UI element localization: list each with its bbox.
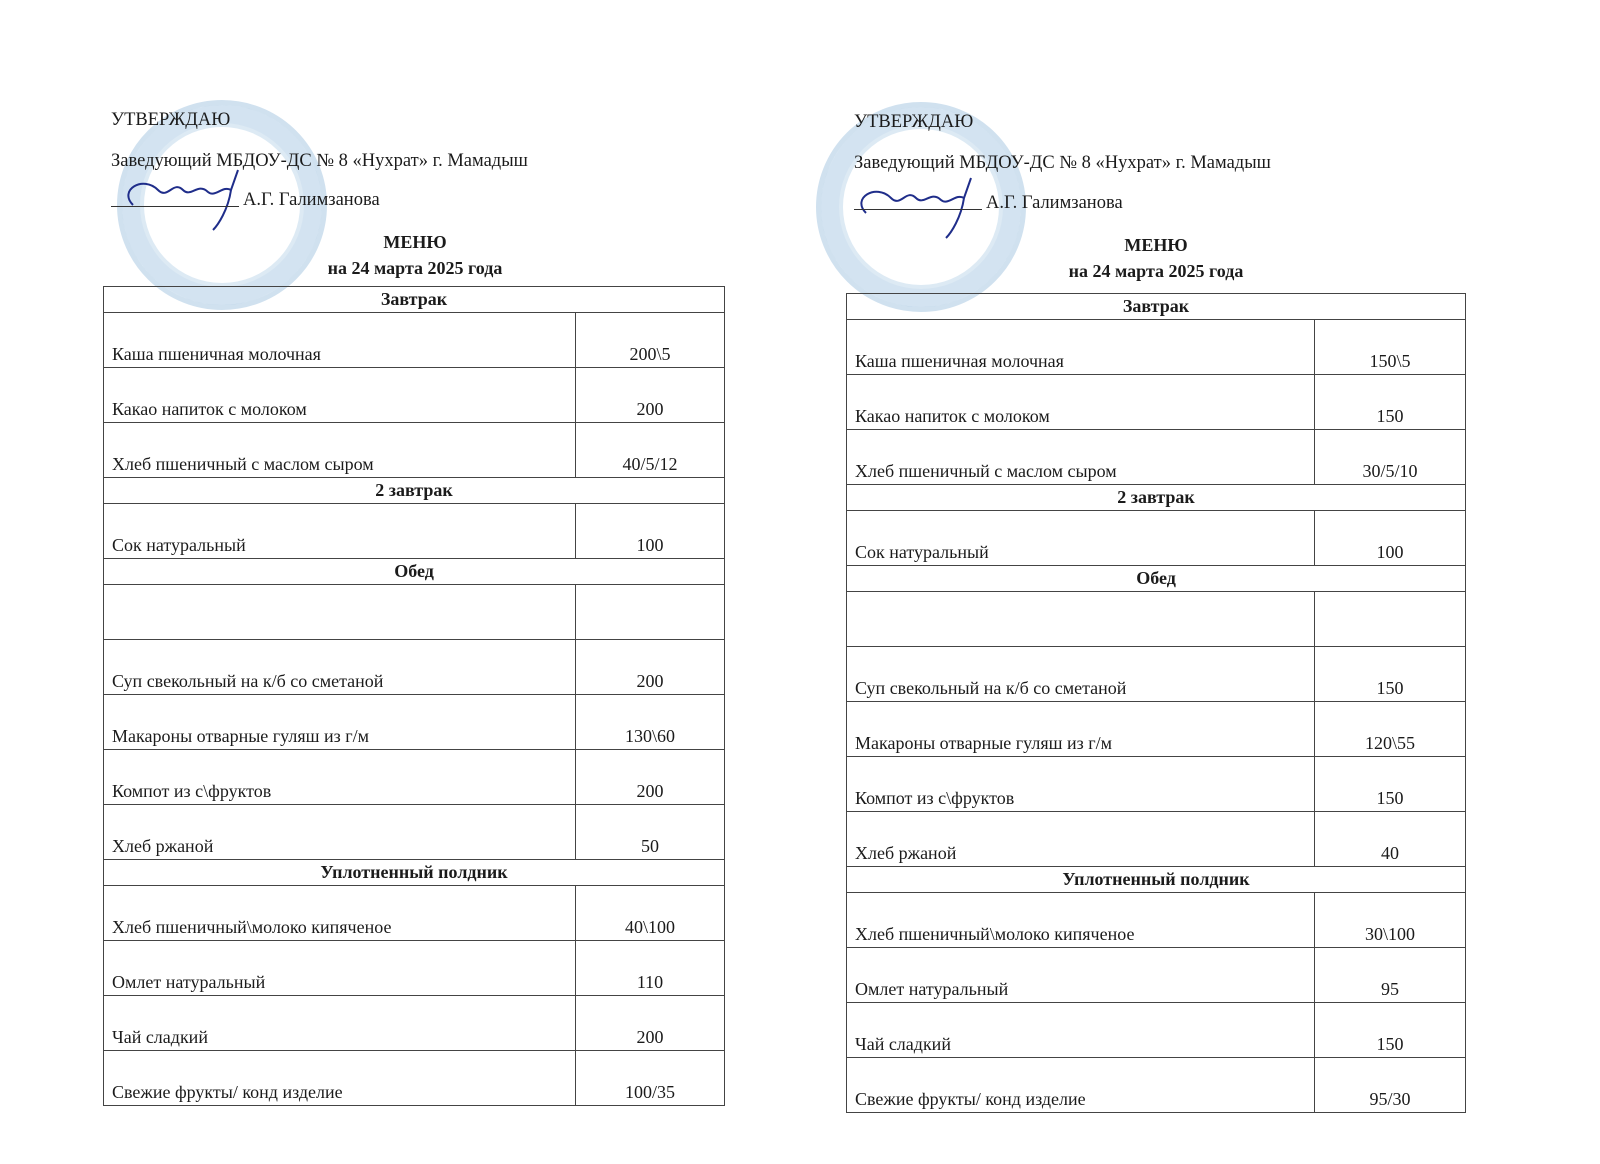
dish-portion: 200 [576,640,725,695]
dish-portion: 150 [1315,1003,1466,1058]
dish-name: Хлеб ржаной [847,812,1315,867]
dish-name: Омлет натуральный [104,941,576,996]
dish-portion: 110 [576,941,725,996]
dish-name: Свежие фрукты/ конд изделие [847,1058,1315,1113]
dish-name: Хлеб пшеничный с маслом сыром [104,423,576,478]
dish-portion: 150 [1315,757,1466,812]
table-row [104,750,725,805]
table-row [104,695,725,750]
section-row [104,478,725,504]
head-signature-line [111,190,380,211]
menu-sheet-right [846,0,1526,1164]
dish-name: Макароны отварные гуляш из г/м [104,695,576,750]
head-signature-line [854,193,1123,214]
dish-portion: 95/30 [1315,1058,1466,1113]
dish-portion: 100 [1315,511,1466,566]
table-row [847,320,1466,375]
menu-date: на 24 марта 2025 года [327,258,503,278]
table-row [104,886,725,941]
section-breakfast2: 2 завтрак [847,485,1466,511]
dish-name: Компот из с\фруктов [104,750,576,805]
dish-portion: 200\5 [576,313,725,368]
dish-portion: 40 [1315,812,1466,867]
menu-title: МЕНЮ [383,232,447,252]
table-row [847,702,1466,757]
dish-portion: 50 [576,805,725,860]
table-row [847,948,1466,1003]
table-row [104,313,725,368]
dish-portion: 100/35 [576,1051,725,1106]
dish-name: Хлеб ржаной [104,805,576,860]
dish-name: Суп свекольный на к/б со сметаной [104,640,576,695]
head-position: Заведующий МБДОУ-ДС № 8 «Нухрат» г. Мамадыш [854,153,1271,173]
table-row [104,585,725,640]
menu-sheet-left [103,0,783,1164]
dish-name: Макароны отварные гуляш из г/м [847,702,1315,757]
dish-name: Каша пшеничная молочная [104,313,576,368]
dish-portion [1315,592,1466,647]
table-row [104,504,725,559]
dish-name: Суп свекольный на к/б со сметаной [847,647,1315,702]
section-row [847,566,1466,592]
table-row [104,1051,725,1106]
dish-name: Какао напиток с молоком [847,375,1315,430]
menu-table [846,293,1466,1113]
dish-portion: 150\5 [1315,320,1466,375]
section-breakfast: Завтрак [104,287,725,313]
dish-name: Сок натуральный [847,511,1315,566]
table-row [847,1058,1466,1113]
dish-name: Омлет натуральный [847,948,1315,1003]
dish-name: Компот из с\фруктов [847,757,1315,812]
dish-name: Чай сладкий [847,1003,1315,1058]
section-row [847,867,1466,893]
head-name: А.Г. Галимзанова [986,193,1123,213]
section-row [104,287,725,313]
dish-portion: 40/5/12 [576,423,725,478]
table-row [847,757,1466,812]
dish-portion: 120\55 [1315,702,1466,757]
table-row [847,1003,1466,1058]
dish-name: Каша пшеничная молочная [847,320,1315,375]
menu-title-block [846,232,1466,284]
dish-portion: 100 [576,504,725,559]
head-name: А.Г. Галимзанова [243,190,380,210]
dish-portion: 30/5/10 [1315,430,1466,485]
menu-date: на 24 марта 2025 года [1068,261,1244,281]
dish-portion: 150 [1315,647,1466,702]
table-row [847,592,1466,647]
dish-portion: 150 [1315,375,1466,430]
section-lunch: Обед [104,559,725,585]
table-row [847,430,1466,485]
dish-portion: 95 [1315,948,1466,1003]
head-position: Заведующий МБДОУ-ДС № 8 «Нухрат» г. Мамадыш [111,151,528,171]
section-row [104,559,725,585]
dish-name: Свежие фрукты/ конд изделие [104,1051,576,1106]
section-row [847,485,1466,511]
table-row [847,375,1466,430]
dish-portion: 200 [576,750,725,805]
section-breakfast: Завтрак [847,294,1466,320]
table-row [104,941,725,996]
dish-portion: 130\60 [576,695,725,750]
table-row [104,996,725,1051]
approve-label: УТВЕРЖДАЮ [111,110,231,130]
table-row [104,368,725,423]
dish-portion: 200 [576,368,725,423]
table-row [104,423,725,478]
menu-title-block [103,229,727,281]
table-row [847,647,1466,702]
section-lunch: Обед [847,566,1466,592]
dish-name [104,585,576,640]
table-row [847,511,1466,566]
dish-portion: 30\100 [1315,893,1466,948]
dish-portion [576,585,725,640]
dish-portion: 200 [576,996,725,1051]
dish-name: Хлеб пшеничный\молоко кипяченое [104,886,576,941]
table-row [104,805,725,860]
table-row [847,812,1466,867]
menu-title: МЕНЮ [1124,235,1188,255]
table-row [847,893,1466,948]
section-row [104,860,725,886]
dish-name: Сок натуральный [104,504,576,559]
menu-table [103,286,725,1106]
section-row [847,294,1466,320]
table-row [104,640,725,695]
dish-name: Хлеб пшеничный\молоко кипяченое [847,893,1315,948]
approve-label: УТВЕРЖДАЮ [854,112,974,132]
dish-name: Какао напиток с молоком [104,368,576,423]
section-snack: Уплотненный полдник [847,867,1466,893]
dish-name: Хлеб пшеничный с маслом сыром [847,430,1315,485]
dish-name: Чай сладкий [104,996,576,1051]
dish-portion: 40\100 [576,886,725,941]
dish-name [847,592,1315,647]
section-snack: Уплотненный полдник [104,860,725,886]
section-breakfast2: 2 завтрак [104,478,725,504]
